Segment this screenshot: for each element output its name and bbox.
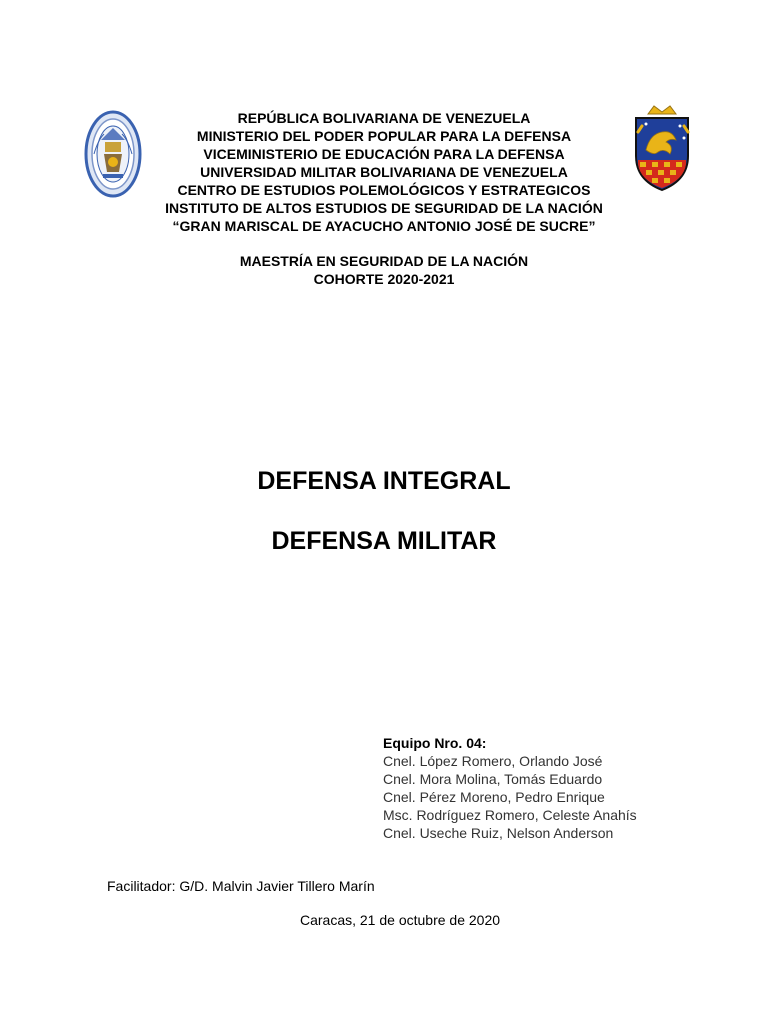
institution-header xyxy=(120,109,648,235)
header-line: “GRAN MARISCAL DE AYACUCHO ANTONIO JOSÉ DE SUCRE” xyxy=(172,218,596,234)
document-title: DEFENSA INTEGRAL xyxy=(257,467,511,495)
team-list xyxy=(383,734,637,842)
team-member: Cnel. Mora Molina, Tomás Eduardo xyxy=(383,771,603,787)
header-line: UNIVERSIDAD MILITAR BOLIVARIANA DE VENEZUELA xyxy=(200,164,568,180)
team-member: Cnel. Useche Ruiz, Nelson Anderson xyxy=(383,825,614,841)
document-subtitle: DEFENSA MILITAR xyxy=(271,527,497,555)
program-info xyxy=(120,252,648,288)
header-line: VICEMINISTERIO DE EDUCACIÓN PARA LA DEFENSA xyxy=(203,146,565,162)
team-member: Cnel. Pérez Moreno, Pedro Enrique xyxy=(383,789,605,805)
header-line: CENTRO DE ESTUDIOS POLEMOLÓGICOS Y ESTRATEGICOS xyxy=(177,182,591,198)
program-name: MAESTRÍA EN SEGURIDAD DE LA NACIÓN xyxy=(239,253,529,269)
team-member: Msc. Rodríguez Romero, Celeste Anahís xyxy=(383,807,637,823)
team-member: Cnel. López Romero, Orlando José xyxy=(383,753,603,769)
program-cohort: COHORTE 2020-2021 xyxy=(313,271,455,287)
header-line: REPÚBLICA BOLIVARIANA DE VENEZUELA xyxy=(237,110,531,126)
team-heading: Equipo Nro. 04: xyxy=(383,735,487,751)
place-date: Caracas, 21 de octubre de 2020 xyxy=(299,912,501,928)
header-line: MINISTERIO DEL PODER POPULAR PARA LA DEFENSA xyxy=(196,128,572,144)
header-line: INSTITUTO DE ALTOS ESTUDIOS DE SEGURIDAD DE LA NACIÓN xyxy=(165,200,603,216)
facilitator-line: Facilitador: G/D. Malvin Javier Tillero Marín xyxy=(107,878,375,894)
